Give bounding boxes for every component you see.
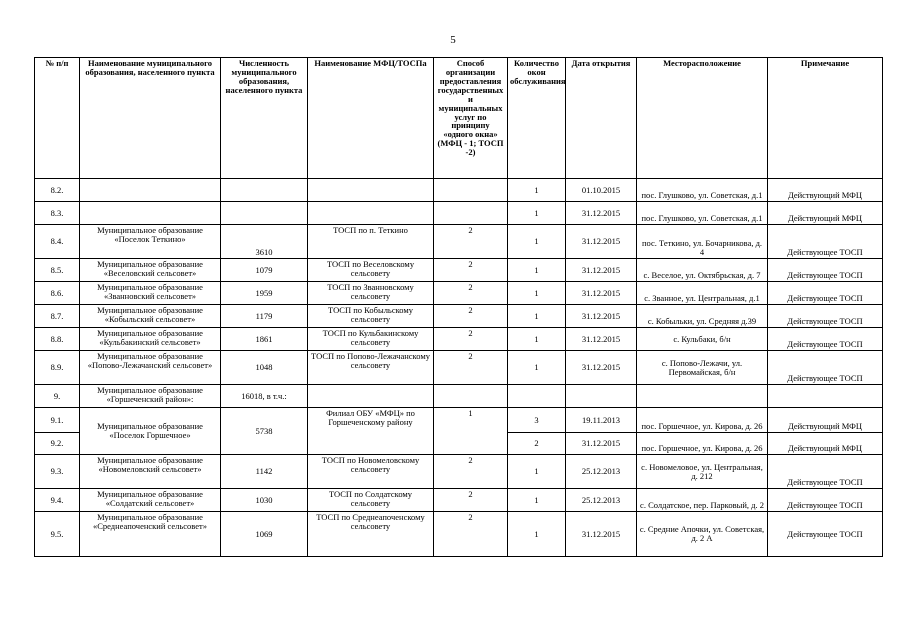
windows-cell: 1 bbox=[508, 282, 566, 305]
location-cell: с. Попово-Лежачи, ул. Первомайская, б/н bbox=[637, 351, 768, 385]
table-row bbox=[35, 385, 883, 408]
row-number: 9.3. bbox=[35, 455, 80, 489]
row-number: 8.8. bbox=[35, 328, 80, 351]
table-row bbox=[35, 455, 883, 489]
center-name-cell: ТОСП по Кобыльскому сельсовету bbox=[308, 305, 434, 328]
windows-cell: 1 bbox=[508, 328, 566, 351]
center-name-cell: ТОСП по Званновскому сельсовету bbox=[308, 282, 434, 305]
windows-cell: 3 bbox=[508, 408, 566, 433]
note-cell: Действующий МФЦ bbox=[768, 179, 883, 202]
population-cell: 1861 bbox=[221, 328, 308, 351]
municipality-cell: Муниципальное образование «Поселок Теткино» bbox=[80, 225, 221, 259]
open-date-cell: 25.12.2013 bbox=[566, 455, 637, 489]
open-date-cell: 31.12.2015 bbox=[566, 282, 637, 305]
row-number: 8.4. bbox=[35, 225, 80, 259]
header-note: Примечание bbox=[768, 58, 883, 179]
header-windows: Количество окон обслуживания bbox=[508, 58, 566, 179]
row-number: 9.1. bbox=[35, 408, 80, 433]
location-cell: пос. Глушково, ул. Советская, д.1 bbox=[637, 202, 768, 225]
table-row bbox=[35, 512, 883, 557]
population-cell: 1030 bbox=[221, 489, 308, 512]
method-cell: 2 bbox=[434, 225, 508, 259]
row-number: 9.5. bbox=[35, 512, 80, 557]
municipality-cell: Муниципальное образование «Попово-Лежачанский сельсовет» bbox=[80, 351, 221, 385]
municipality-cell bbox=[80, 179, 221, 202]
row-number: 9. bbox=[35, 385, 80, 408]
method-cell: 1 bbox=[434, 408, 508, 455]
population-cell: 1179 bbox=[221, 305, 308, 328]
center-name-cell bbox=[308, 385, 434, 408]
table-row bbox=[35, 225, 883, 259]
population-cell: 5738 bbox=[221, 408, 308, 455]
windows-cell: 1 bbox=[508, 202, 566, 225]
method-cell: 2 bbox=[434, 455, 508, 489]
population-cell bbox=[221, 179, 308, 202]
page-number: 5 bbox=[450, 34, 456, 46]
population-cell: 3610 bbox=[221, 225, 308, 259]
windows-cell bbox=[508, 385, 566, 408]
method-cell bbox=[434, 202, 508, 225]
header-open-date: Дата открытия bbox=[566, 58, 637, 179]
center-name-cell: ТОСП по Попово-Лежачанскому сельсовету bbox=[308, 351, 434, 385]
municipality-cell: Муниципальное образование «Кобыльский сельсовет» bbox=[80, 305, 221, 328]
row-number: 8.9. bbox=[35, 351, 80, 385]
location-cell: пос. Горшечное, ул. Кирова, д. 26 bbox=[637, 433, 768, 455]
windows-cell: 1 bbox=[508, 259, 566, 282]
center-name-cell bbox=[308, 202, 434, 225]
center-name-cell: ТОСП по Среднеапоченскому сельсовету bbox=[308, 512, 434, 557]
row-number: 8.3. bbox=[35, 202, 80, 225]
windows-cell: 1 bbox=[508, 305, 566, 328]
population-cell bbox=[221, 202, 308, 225]
center-name-cell: Филиал ОБУ «МФЦ» по Горшеченскому району bbox=[308, 408, 434, 455]
open-date-cell: 31.12.2015 bbox=[566, 351, 637, 385]
method-cell: 2 bbox=[434, 328, 508, 351]
note-cell: Действующий МФЦ bbox=[768, 202, 883, 225]
note-cell: Действующее ТОСП bbox=[768, 259, 883, 282]
header-municipality: Наименование муниципального образования, населенного пункта bbox=[80, 58, 221, 179]
note-cell: Действующий МФЦ bbox=[768, 408, 883, 433]
table-row bbox=[35, 328, 883, 351]
windows-cell: 2 bbox=[508, 433, 566, 455]
note-cell: Действующее ТОСП bbox=[768, 328, 883, 351]
municipality-cell: Муниципальное образование «Веселовский сельсовет» bbox=[80, 259, 221, 282]
note-cell: Действующее ТОСП bbox=[768, 225, 883, 259]
row-number: 9.2. bbox=[35, 433, 80, 455]
header-num: № п/п bbox=[35, 58, 80, 179]
center-name-cell: ТОСП по Веселовскому сельсовету bbox=[308, 259, 434, 282]
table-row bbox=[35, 282, 883, 305]
table-row bbox=[35, 259, 883, 282]
windows-cell: 1 bbox=[508, 351, 566, 385]
row-number: 8.7. bbox=[35, 305, 80, 328]
note-cell: Действующее ТОСП bbox=[768, 512, 883, 557]
header-center-name: Наименование МФЦ/ТОСПа bbox=[308, 58, 434, 179]
method-cell: 2 bbox=[434, 259, 508, 282]
header-location: Месторасположение bbox=[637, 58, 768, 179]
municipality-cell: Муниципальное образование «Званновский сельсовет» bbox=[80, 282, 221, 305]
windows-cell: 1 bbox=[508, 512, 566, 557]
open-date-cell: 01.10.2015 bbox=[566, 179, 637, 202]
table-row bbox=[35, 489, 883, 512]
center-name-cell: ТОСП по Солдатскому сельсовету bbox=[308, 489, 434, 512]
windows-cell: 1 bbox=[508, 455, 566, 489]
registry-table bbox=[34, 57, 883, 557]
population-cell: 1959 bbox=[221, 282, 308, 305]
row-number: 9.4. bbox=[35, 489, 80, 512]
municipality-cell: Муниципальное образование «Поселок Горшечное» bbox=[80, 408, 221, 455]
table-row bbox=[35, 202, 883, 225]
method-cell: 2 bbox=[434, 351, 508, 385]
note-cell: Действующее ТОСП bbox=[768, 455, 883, 489]
center-name-cell: ТОСП по Кульбакинскому сельсовету bbox=[308, 328, 434, 351]
open-date-cell: 25.12.2013 bbox=[566, 489, 637, 512]
note-cell: Действующее ТОСП bbox=[768, 489, 883, 512]
method-cell: 2 bbox=[434, 305, 508, 328]
table-row bbox=[35, 305, 883, 328]
open-date-cell: 19.11.2013 bbox=[566, 408, 637, 433]
note-cell: Действующее ТОСП bbox=[768, 351, 883, 385]
center-name-cell: ТОСП по п. Теткино bbox=[308, 225, 434, 259]
location-cell: пос. Глушково, ул. Советская, д.1 bbox=[637, 179, 768, 202]
location-cell: с. Кульбаки, б/н bbox=[637, 328, 768, 351]
row-number: 8.5. bbox=[35, 259, 80, 282]
center-name-cell: ТОСП по Новомеловскому сельсовету bbox=[308, 455, 434, 489]
municipality-cell: Муниципальное образование «Солдатский сельсовет» bbox=[80, 489, 221, 512]
method-cell bbox=[434, 385, 508, 408]
location-cell: с. Кобыльки, ул. Средняя д.39 bbox=[637, 305, 768, 328]
location-cell: с. Веселое, ул. Октябрьская, д. 7 bbox=[637, 259, 768, 282]
location-cell: пос. Теткино, ул. Бочарникова, д. 4 bbox=[637, 225, 768, 259]
method-cell: 2 bbox=[434, 489, 508, 512]
row-number: 8.6. bbox=[35, 282, 80, 305]
table-row bbox=[35, 179, 883, 202]
open-date-cell: 31.12.2015 bbox=[566, 433, 637, 455]
note-cell: Действующее ТОСП bbox=[768, 282, 883, 305]
header-row bbox=[35, 58, 883, 179]
header-method: Способ организации предоставления государственных и муниципальных услуг по принципу «одного окна» (МФЦ - 1; ТОСП -2) bbox=[434, 58, 508, 179]
table-row bbox=[35, 408, 883, 433]
note-cell: Действующий МФЦ bbox=[768, 433, 883, 455]
method-cell bbox=[434, 179, 508, 202]
open-date-cell: 31.12.2015 bbox=[566, 305, 637, 328]
windows-cell: 1 bbox=[508, 225, 566, 259]
population-cell: 1069 bbox=[221, 512, 308, 557]
population-cell: 1142 bbox=[221, 455, 308, 489]
center-name-cell bbox=[308, 179, 434, 202]
note-cell bbox=[768, 385, 883, 408]
windows-cell: 1 bbox=[508, 179, 566, 202]
municipality-cell: Муниципальное образование «Горшеченский район»: bbox=[80, 385, 221, 408]
open-date-cell: 31.12.2015 bbox=[566, 202, 637, 225]
location-cell: пос. Горшечное, ул. Кирова, д. 26 bbox=[637, 408, 768, 433]
open-date-cell: 31.12.2015 bbox=[566, 225, 637, 259]
row-number: 8.2. bbox=[35, 179, 80, 202]
location-cell bbox=[637, 385, 768, 408]
method-cell: 2 bbox=[434, 282, 508, 305]
open-date-cell: 31.12.2015 bbox=[566, 259, 637, 282]
location-cell: с. Солдатское, пер. Парковый, д. 2 bbox=[637, 489, 768, 512]
municipality-cell: Муниципальное образование «Новомеловский сельсовет» bbox=[80, 455, 221, 489]
open-date-cell: 31.12.2015 bbox=[566, 328, 637, 351]
windows-cell: 1 bbox=[508, 489, 566, 512]
municipality-cell: Муниципальное образование «Среднеапоченский сельсовет» bbox=[80, 512, 221, 557]
population-cell: 1048 bbox=[221, 351, 308, 385]
open-date-cell: 31.12.2015 bbox=[566, 512, 637, 557]
population-cell: 1079 bbox=[221, 259, 308, 282]
header-population: Численность муниципального образования, населенного пункта bbox=[221, 58, 308, 179]
method-cell: 2 bbox=[434, 512, 508, 557]
location-cell: с. Званное, ул. Центральная, д.1 bbox=[637, 282, 768, 305]
municipality-cell: Муниципальное образование «Кульбакинский сельсовет» bbox=[80, 328, 221, 351]
population-cell: 16018, в т.ч.: bbox=[221, 385, 308, 408]
municipality-cell bbox=[80, 202, 221, 225]
open-date-cell bbox=[566, 385, 637, 408]
location-cell: с. Средние Апочки, ул. Советская, д. 2 А bbox=[637, 512, 768, 557]
table-row bbox=[35, 351, 883, 385]
location-cell: с. Новомеловое, ул. Центральная, д. 212 bbox=[637, 455, 768, 489]
note-cell: Действующее ТОСП bbox=[768, 305, 883, 328]
